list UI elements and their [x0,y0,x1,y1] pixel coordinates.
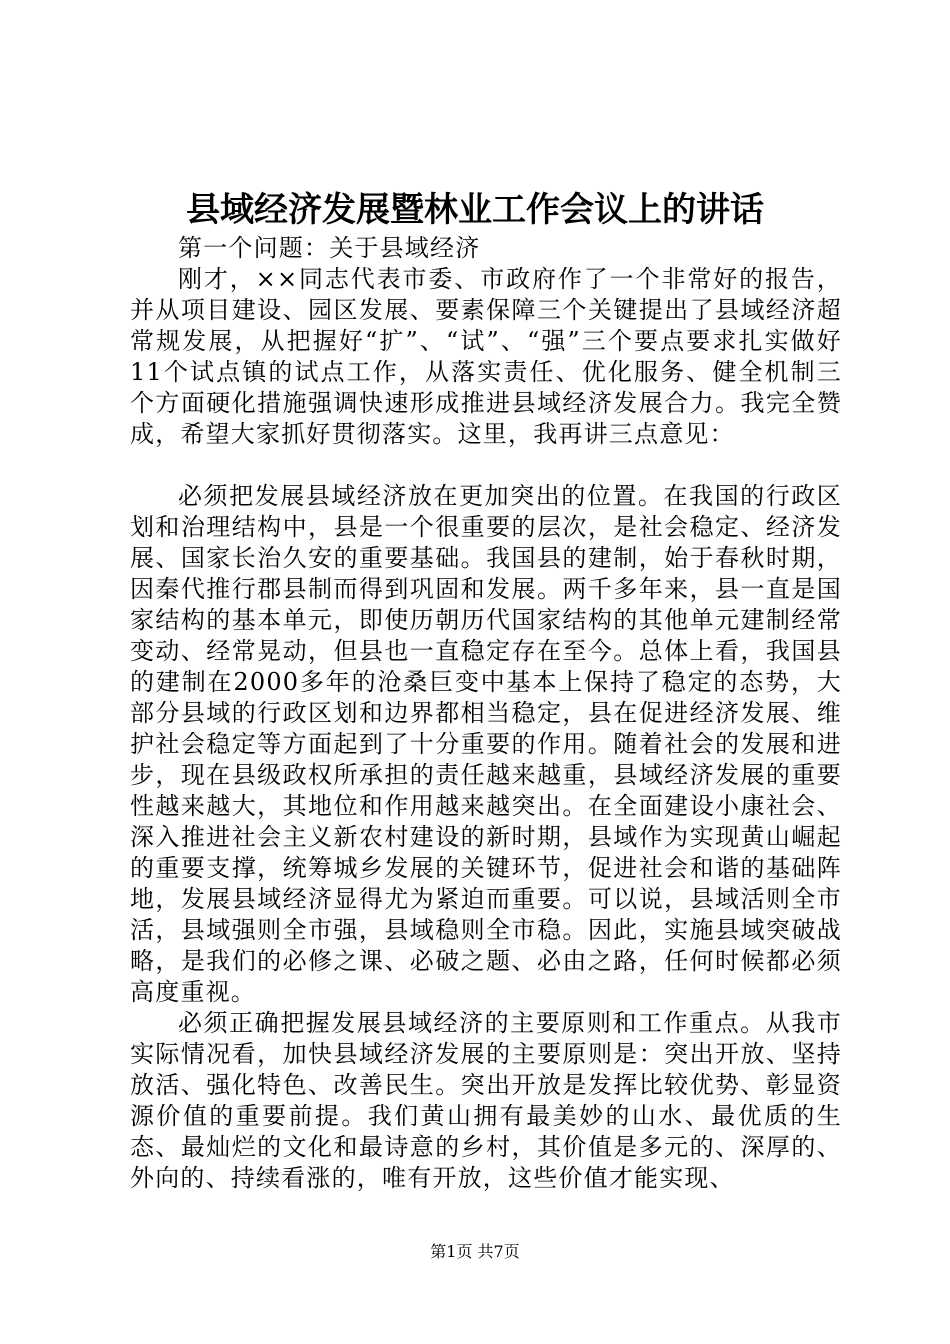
section-heading: 第一个问题：关于县域经济 [178,234,481,262]
document-body [130,233,842,1194]
page-number-footer: 第1页 共7页 [430,1242,520,1261]
paragraph-point-1: 必须把发展县域经济放在更加突出的位置。在我国的行政区划和治理结构中，县是一个很重要的层次，是社会稳定、经济发展、国家长治久安的重要基础。我国县的建制，始于春秋时期，因秦代推行郡县制而得到巩固和发展。两千多年来，县一直是国家结构的基本单元，即使历朝历代国家结构的其他单元建制经常变动、经常晃动，但县也一直稳定存在至今。总体上看，我国县的建制在2000多年的沧桑巨变中基本上保持了稳定的态势，大部分县域的行政区划和边界都相当稳定，县在促进经济发展、维护社会稳定等方面起到了十分重要的作用。随着社会的发展和进步，现在县级政权所承担的责任越来越重，县域经济发展的重要性越来越大，其地位和作用越来越突出。在全面建设小康社会、深入推进社会主义新农村建设的新时期，县域作为实现黄山崛起的重要支撑，统筹城乡发展的关键环节，促进社会和谐的基础阵地，发展县域经济显得尤为紧迫而重要。可以说，县域活则全市活，县域强则全市强，县域稳则全市稳。因此，实施县域突破战略，是我们的必修之课、必破之题、必由之路，任何时候都必须高度重视。 [130,482,842,1006]
document-title: 县域经济发展暨林业工作会议上的讲话 [186,190,764,230]
paragraph-point-2: 必须正确把握发展县域经济的主要原则和工作重点。从我市实际情况看，加快县域经济发展的主要原则是：突出开放、坚持放活、强化特色、改善民生。突出开放是发挥比较优势、彰显资源价值的重要前提。我们黄山拥有最美妙的山水、最优质的生态、最灿烂的文化和最诗意的乡村，其价值是多元的、深厚的、外向的、持续看涨的，唯有开放，这些价值才能实现、 [130,1009,842,1192]
paragraph-intro: 刚才，××同志代表市委、市政府作了一个非常好的报告，并从项目建设、园区发展、要素保障三个关键提出了县域经济超常规发展，从把握好“扩”、“试”、“强”三个要点要求扎实做好11个试点镇的试点工作，从落实责任、优化服务、健全机制三个方面硬化措施强调快速形成推进县域经济发展合力。我完全赞成，希望大家抓好贯彻落实。这里，我再讲三点意见： [130,265,842,448]
